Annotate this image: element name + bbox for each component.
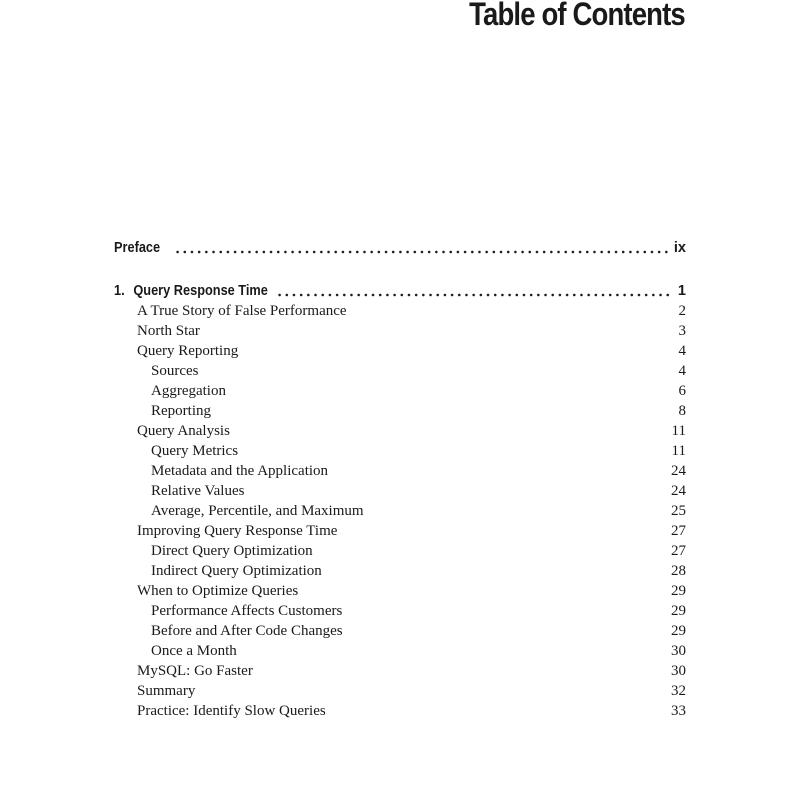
toc-entry-page: 4 <box>678 363 686 379</box>
toc-entry-page: 2 <box>678 303 686 319</box>
toc-entry-label: Query Metrics <box>151 443 239 459</box>
toc-entry-page: 24 <box>671 463 686 479</box>
toc-subentry[interactable] <box>0 461 800 481</box>
toc-subentry[interactable] <box>0 361 800 381</box>
toc-entry-label: Reporting <box>151 403 211 419</box>
toc-entry[interactable] <box>0 521 800 541</box>
toc-entry-label: Sources <box>151 363 199 379</box>
toc-entry-label: Metadata and the Application <box>151 463 329 479</box>
toc-entry-page: 29 <box>671 583 686 599</box>
toc-entry-page: 24 <box>671 483 686 499</box>
toc-entry-page: 8 <box>678 403 686 419</box>
toc-entry-label: Summary <box>137 683 196 699</box>
toc-entry-page: 29 <box>671 623 686 639</box>
toc-entry[interactable] <box>0 681 800 701</box>
toc-entry-page: 33 <box>671 703 686 719</box>
toc-subentry[interactable] <box>0 441 800 461</box>
toc-entry-page: 3 <box>678 323 686 339</box>
toc-entry-page: 6 <box>678 383 686 399</box>
preface-label: Preface <box>114 240 161 256</box>
toc-entry[interactable] <box>0 581 800 601</box>
toc-subentry[interactable] <box>0 381 800 401</box>
toc-entry-page: 11 <box>671 423 686 439</box>
toc-entry-page: 25 <box>671 503 686 519</box>
toc-entry-label: North Star <box>137 323 200 339</box>
toc-entry[interactable] <box>0 341 800 361</box>
toc-entry-label: Practice: Identify Slow Queries <box>137 703 326 719</box>
toc-entry-label: Indirect Query Optimization <box>151 563 322 579</box>
chapter-page: 1 <box>677 283 686 299</box>
toc-entry-page: 29 <box>671 603 686 619</box>
toc-entry-label: Once a Month <box>151 643 237 659</box>
toc-entry-label: Improving Query Response Time <box>137 523 338 539</box>
toc-subentry[interactable] <box>0 541 800 561</box>
chapter-number: 1. <box>114 283 125 299</box>
toc-entry[interactable] <box>0 421 800 441</box>
toc-entry-label: A True Story of False Performance <box>137 303 347 319</box>
toc-entry-page: 27 <box>671 543 686 559</box>
toc-entry-label: Before and After Code Changes <box>151 623 343 639</box>
toc-subentry[interactable] <box>0 601 800 621</box>
preface-page: ix <box>673 240 686 256</box>
toc-entry-label: When to Optimize Queries <box>137 583 299 599</box>
toc-entry-label: MySQL: Go Faster <box>137 663 253 679</box>
toc-subentry[interactable] <box>0 641 800 661</box>
toc-subentry[interactable] <box>0 481 800 501</box>
toc-entry-label: Relative Values <box>151 483 245 499</box>
toc-subentry[interactable] <box>0 561 800 581</box>
leader-dots <box>276 293 672 297</box>
toc-entry-page: 30 <box>671 643 686 659</box>
toc-subentry[interactable] <box>0 401 800 421</box>
toc-entry-label: Direct Query Optimization <box>151 543 313 559</box>
toc-entry-label: Aggregation <box>151 383 226 399</box>
toc-subentry[interactable] <box>0 501 800 521</box>
toc-entry-page: 11 <box>671 443 686 459</box>
toc-entry[interactable] <box>0 321 800 341</box>
toc-entry-label: Query Analysis <box>137 423 230 439</box>
page-title: Table of Contents <box>469 0 685 32</box>
toc-entry-page: 30 <box>671 663 686 679</box>
toc-entry-page: 32 <box>671 683 686 699</box>
toc-entry-label: Performance Affects Customers <box>151 603 343 619</box>
chapter-title: Query Response Time <box>133 283 268 299</box>
toc-entry-page: 28 <box>671 563 686 579</box>
toc-entry-label: Average, Percentile, and Maximum <box>151 503 364 519</box>
toc-entry-page: 4 <box>678 343 686 359</box>
toc-entry[interactable] <box>0 701 800 721</box>
toc-entry[interactable] <box>0 301 800 321</box>
toc-subentry[interactable] <box>0 621 800 641</box>
toc-entry-label: Query Reporting <box>137 343 239 359</box>
toc-entry-preface[interactable] <box>0 238 800 258</box>
toc-entry-chapter-1[interactable] <box>0 281 800 301</box>
toc-entry[interactable] <box>0 661 800 681</box>
toc-entry-page: 27 <box>671 523 686 539</box>
leader-dots <box>174 250 668 254</box>
